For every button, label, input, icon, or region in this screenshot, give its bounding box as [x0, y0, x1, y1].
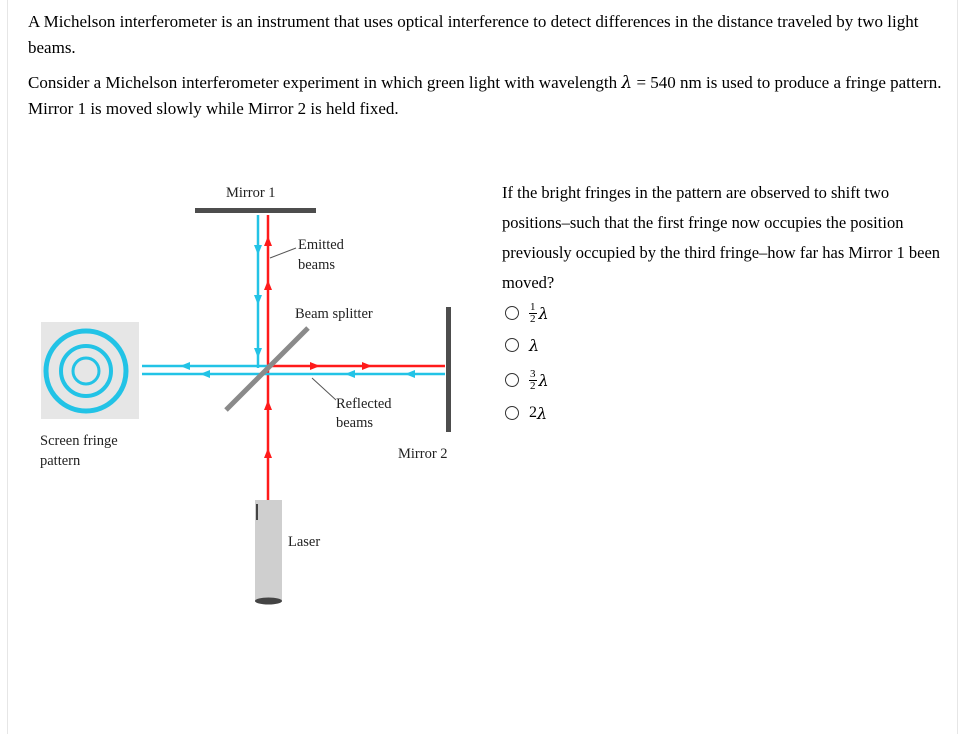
screen-fringe-pattern	[41, 322, 139, 419]
radio-button[interactable]	[505, 373, 519, 387]
radio-button[interactable]	[505, 306, 519, 320]
fraction: $\frac{3}{2}$	[530, 367, 536, 392]
laser-device	[255, 500, 282, 605]
option-two-lambda[interactable]	[505, 402, 547, 424]
mirror-2	[446, 307, 451, 432]
intro-text-b: = 540 nm is used to produce a fringe pattern. Mirror 1 is moved slowly while Mirror 2 is held fixed.	[28, 73, 942, 118]
option-coef: 2	[529, 404, 537, 421]
label-mirror-2: Mirror 2	[398, 446, 448, 462]
label-laser: Laser	[288, 534, 321, 550]
option-lambda: λ	[538, 303, 549, 323]
emitted-pointer	[270, 248, 296, 258]
lambda-symbol: λ	[621, 73, 633, 93]
mirror-1	[195, 208, 316, 213]
option-lambda: λ	[529, 335, 540, 355]
label-screen-2: pattern	[40, 453, 81, 469]
label-emitted-2: beams	[298, 257, 336, 273]
label-reflected-1: Reflected	[336, 396, 392, 412]
label-reflected-2: beams	[336, 415, 374, 431]
radio-button[interactable]	[505, 338, 519, 352]
label-screen-1: Screen fringe	[40, 433, 118, 449]
option-half-lambda[interactable]	[505, 302, 549, 324]
label-beam-splitter: Beam splitter	[295, 306, 373, 322]
label-emitted-1: Emitted	[298, 237, 344, 253]
option-lambda[interactable]	[505, 334, 539, 356]
fraction: $\frac{1}{2}$	[530, 300, 536, 325]
intro-paragraph-1: A Michelson interferometer is an instrument that uses optical interference to detect differences in the distance traveled by two light beams.	[28, 12, 919, 57]
label-mirror-1: Mirror 1	[226, 185, 276, 201]
intro-text-a: Consider a Michelson interferometer experiment in which green light with wavelength	[28, 73, 622, 92]
reflected-pointer	[312, 378, 336, 400]
option-three-halves-lambda[interactable]	[505, 369, 549, 391]
option-lambda: λ	[537, 403, 548, 423]
question-text: If the bright fringes in the pattern are observed to shift two positions–such that the first fringe now occupies the position previously occupied by the third fringe–how far has Mirror 1 been moved?	[502, 183, 941, 292]
option-lambda: λ	[538, 370, 549, 390]
radio-button[interactable]	[505, 406, 519, 420]
